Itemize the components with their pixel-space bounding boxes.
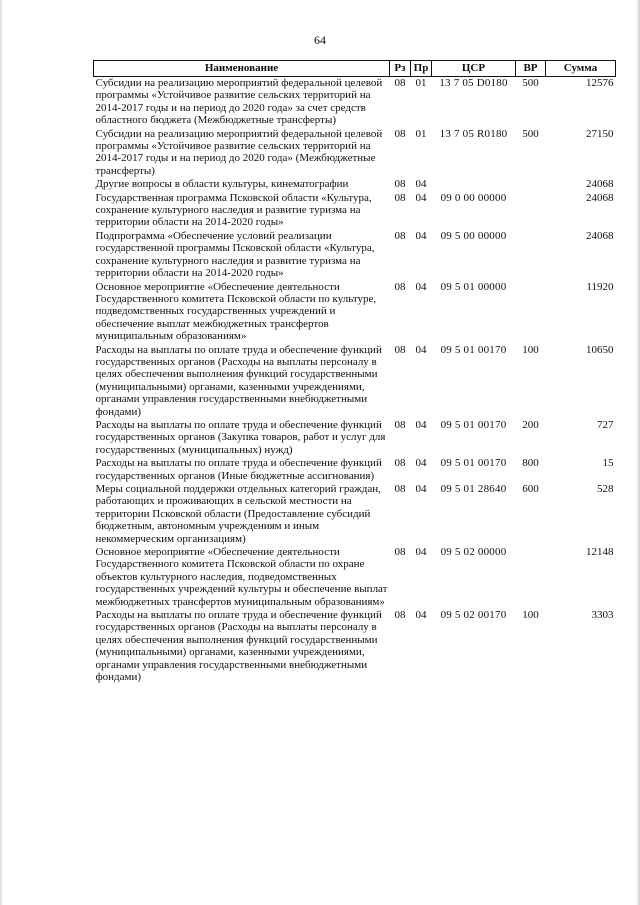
header-pr: Пр (411, 61, 432, 77)
cell-csr: 09 5 01 00170 (440, 457, 507, 470)
cell-name: Основное мероприятие «Обеспечение деятельности Государственного комитета Псковской области по культуре, подведомственных государственных учреждений и обеспечение выплат межбюджетных трансфертов муниципальным образованиям» (95, 280, 377, 343)
cell-name: Основное мероприятие «Обеспечение деятельности Государственного комитета Псковской области по охране объектов культурного наследия, подведомственных государственных учреждений культуры и обеспечение выплат межбюджетных трансфертов муниципальным образованиям» (95, 546, 388, 608)
table-row (94, 457, 616, 483)
cell-csr: 09 5 01 00170 (440, 343, 507, 356)
cell-vr (516, 230, 546, 281)
cell-pr: 04 (415, 191, 427, 204)
cell-vr: 500 (522, 127, 539, 140)
cell-pr: 04 (415, 546, 427, 559)
scan-edge-left (0, 0, 3, 905)
header-csr: ЦСР (432, 61, 516, 77)
cell-sum: 24068 (586, 229, 614, 242)
table-row (94, 230, 616, 281)
cell-pr: 04 (415, 343, 427, 356)
table-row (94, 192, 616, 230)
cell-sum: 27150 (586, 127, 614, 140)
cell-pr: 04 (415, 280, 427, 293)
table-row (94, 77, 616, 128)
cell-name: Расходы на выплаты по оплате труда и обеспечение функций государственных органов (Расходы на выплаты персоналу в целях обеспечения выполнения функций государственными (муниципальными) органами, казенными учреждениями, органами управления государственными внебюджетными фондами) (95, 343, 382, 418)
table-row (94, 483, 616, 546)
cell-name: Меры социальной поддержки отдельных категорий граждан, работающих и проживающих в сельской местности на территории Псковской области (Предоставление субсидий бюджетным, автономным учреждениям и иным некоммерческим организациям) (95, 483, 381, 545)
cell-rz: 08 (394, 229, 406, 242)
cell-vr: 600 (522, 483, 539, 495)
cell-pr: 04 (415, 229, 427, 242)
cell-name: Расходы на выплаты по оплате труда и обеспечение функций государственных органов (Закупка товаров, работ и услуг для государственных (муниципальных) нужд) (95, 418, 386, 456)
cell-vr (516, 546, 546, 609)
cell-rz: 08 (394, 191, 406, 204)
table-body (94, 77, 616, 685)
cell-rz: 08 (394, 418, 406, 431)
cell-rz: 08 (394, 609, 406, 622)
cell-name: Расходы на выплаты по оплате труда и обеспечение функций государственных органов (Иные бюджетные ассигнования) (95, 457, 382, 482)
cell-csr: 09 5 02 00170 (440, 609, 507, 622)
page-number: 64 (314, 33, 326, 47)
cell-csr: 09 5 00 00000 (440, 229, 507, 242)
table-row (94, 128, 616, 179)
cell-sum: 727 (597, 418, 614, 431)
cell-sum: 12148 (586, 546, 614, 559)
cell-rz: 08 (394, 77, 406, 89)
table-row (94, 178, 616, 191)
cell-name: Подпрограмма «Обеспечение условий реализации государственной программы Псковской области «Культура, сохранение культурного наследия и развитие туризма на территории области на 2014-2020 годы» (95, 229, 375, 280)
cell-csr: 13 7 05 R0180 (439, 127, 508, 140)
cell-sum: 10650 (586, 343, 614, 356)
table-header (94, 61, 616, 77)
cell-sum: 12576 (586, 77, 614, 89)
cell-sum: 11920 (586, 280, 614, 293)
cell-vr: 100 (522, 343, 539, 356)
cell-name: Субсидии на реализацию мероприятий федеральной целевой программы «Устойчивое развитие сельских территорий на 2014-2017 годы и на период до 2020 года» (Межбюджетные трансферты) (95, 127, 383, 177)
cell-vr: 200 (522, 418, 539, 431)
cell-csr: 13 7 05 D0180 (439, 77, 508, 89)
table-row (94, 609, 616, 684)
cell-pr: 04 (415, 178, 427, 191)
cell-rz: 08 (394, 343, 406, 356)
cell-sum: 24068 (586, 178, 614, 191)
cell-pr: 04 (415, 609, 427, 622)
header-name: Наименование (94, 61, 390, 77)
table-row (94, 419, 616, 457)
header-rz: Рз (390, 61, 411, 77)
cell-name: Расходы на выплаты по оплате труда и обеспечение функций государственных органов (Расходы на выплаты персоналу в целях обеспечения выполнения функций государственными (муниципальными) органами, казенными учреждениями, органами управления государственными внебюджетными фондами) (95, 609, 382, 684)
cell-csr (432, 178, 516, 191)
cell-pr: 04 (415, 457, 427, 470)
cell-vr (516, 178, 546, 191)
header-row (94, 61, 616, 77)
scan-edge-right (636, 0, 640, 905)
cell-sum: 3303 (591, 609, 614, 622)
cell-vr: 100 (522, 609, 539, 622)
cell-csr: 09 5 01 00170 (440, 418, 507, 431)
cell-rz: 08 (394, 280, 406, 293)
cell-sum: 15 (602, 457, 614, 470)
cell-sum: 528 (597, 483, 614, 495)
cell-rz: 08 (394, 127, 406, 140)
cell-csr: 09 0 00 00000 (440, 191, 507, 204)
cell-rz: 08 (394, 178, 406, 191)
cell-name: Другие вопросы в области культуры, кинематографии (95, 178, 349, 191)
cell-pr: 01 (415, 127, 427, 140)
cell-vr: 800 (522, 457, 539, 470)
header-sum: Сумма (546, 61, 616, 77)
cell-sum: 24068 (586, 191, 614, 204)
table-row (94, 281, 616, 344)
table-row (94, 546, 616, 609)
cell-rz: 08 (394, 457, 406, 470)
cell-rz: 08 (394, 483, 406, 495)
cell-csr: 09 5 02 00000 (440, 546, 507, 559)
cell-vr (516, 281, 546, 344)
cell-csr: 09 5 01 28640 (440, 483, 507, 495)
cell-pr: 04 (415, 483, 427, 495)
cell-vr: 500 (522, 77, 539, 89)
cell-name: Государственная программа Псковской области «Культура, сохранение культурного наследия и развитие туризма на территории области на 2014-2020 годы» (95, 191, 372, 229)
budget-table (93, 60, 616, 685)
cell-name: Субсидии на реализацию мероприятий федеральной целевой программы «Устойчивое развитие сельских территорий на 2014-2017 годы и на период до 2020 года» за счет средств областного бюджета (Межбюджетные трансферты) (95, 77, 383, 127)
cell-pr: 04 (415, 418, 427, 431)
cell-csr: 09 5 01 00000 (440, 280, 507, 293)
cell-pr: 01 (415, 77, 427, 89)
table-row (94, 344, 616, 419)
header-vr: ВР (516, 61, 546, 77)
cell-rz: 08 (394, 546, 406, 559)
cell-vr (516, 192, 546, 230)
